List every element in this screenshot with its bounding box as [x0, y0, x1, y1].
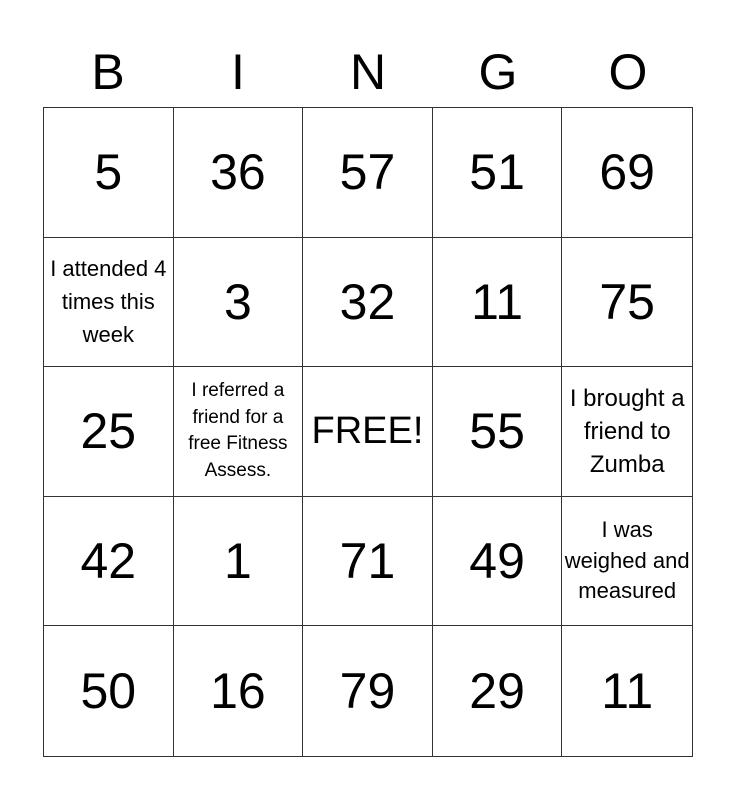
bingo-cell-b-3[interactable]	[44, 367, 174, 497]
header-letter-b: B	[91, 44, 125, 100]
header-letter-n: N	[349, 44, 387, 100]
bingo-cell-g-1[interactable]	[433, 108, 563, 238]
bingo-cell-o-2[interactable]	[562, 238, 692, 368]
bingo-cell-label: 36	[210, 144, 266, 201]
bingo-cell-label: 69	[599, 144, 655, 201]
bingo-cell-label: 50	[80, 663, 137, 720]
bingo-cell-o-5[interactable]	[562, 626, 692, 756]
free-space[interactable]	[303, 367, 433, 497]
bingo-cell-label: 51	[469, 144, 525, 201]
bingo-cell-n-5[interactable]	[303, 626, 433, 756]
bingo-cell-label: I brought a friend to Zumba	[569, 384, 685, 479]
header-letter-o: O	[608, 44, 648, 100]
bingo-cell-g-2[interactable]	[433, 238, 563, 368]
bingo-cell-o-1[interactable]	[562, 108, 692, 238]
bingo-cell-n-2[interactable]	[303, 238, 433, 368]
bingo-cell-label: 3	[223, 273, 252, 330]
bingo-cell-label: 71	[339, 533, 396, 590]
bingo-cell-i-1[interactable]	[174, 108, 304, 238]
bingo-cell-b-5[interactable]	[44, 626, 174, 756]
bingo-cell-label: I was weighed and measured	[564, 516, 690, 604]
bingo-cell-n-1[interactable]	[303, 108, 433, 238]
bingo-cell-label: 11	[471, 273, 524, 330]
bingo-cell-i-5[interactable]	[174, 626, 304, 756]
bingo-card-grid	[43, 107, 693, 757]
bingo-cell-o-3[interactable]	[562, 367, 692, 497]
header-letter-g: G	[478, 44, 518, 100]
bingo-cell-label: 1	[223, 533, 252, 590]
bingo-cell-i-2[interactable]	[174, 238, 304, 368]
bingo-cell-o-4[interactable]	[562, 497, 692, 627]
bingo-cell-n-4[interactable]	[303, 497, 433, 627]
bingo-cell-i-4[interactable]	[174, 497, 304, 627]
bingo-cell-label: I attended 4 times this week	[50, 256, 167, 348]
bingo-cell-i-3[interactable]	[174, 367, 304, 497]
free-space-label: FREE!	[311, 410, 424, 453]
bingo-cell-label: 11	[601, 663, 654, 720]
bingo-cell-label: 32	[339, 273, 396, 330]
bingo-cell-label: 75	[599, 273, 655, 330]
bingo-cell-label: 55	[469, 403, 525, 460]
bingo-cell-label: 79	[339, 663, 396, 720]
bingo-header	[43, 38, 693, 106]
bingo-cell-g-3[interactable]	[433, 367, 563, 497]
bingo-cell-label: 49	[469, 533, 525, 590]
bingo-cell-b-2[interactable]	[44, 238, 174, 368]
bingo-cell-label: 16	[210, 663, 266, 720]
bingo-cell-label: 25	[80, 403, 137, 460]
header-letter-i: I	[231, 44, 245, 100]
bingo-cell-b-4[interactable]	[44, 497, 174, 627]
bingo-cell-label: 57	[339, 144, 396, 201]
bingo-cell-label: I referred a friend for a free Fitness Assess.	[188, 380, 288, 482]
bingo-cell-label: 42	[80, 533, 137, 590]
bingo-cell-label: 5	[94, 144, 123, 201]
bingo-cell-g-4[interactable]	[433, 497, 563, 627]
bingo-cell-label: 29	[469, 663, 525, 720]
bingo-cell-b-1[interactable]	[44, 108, 174, 238]
bingo-cell-g-5[interactable]	[433, 626, 563, 756]
